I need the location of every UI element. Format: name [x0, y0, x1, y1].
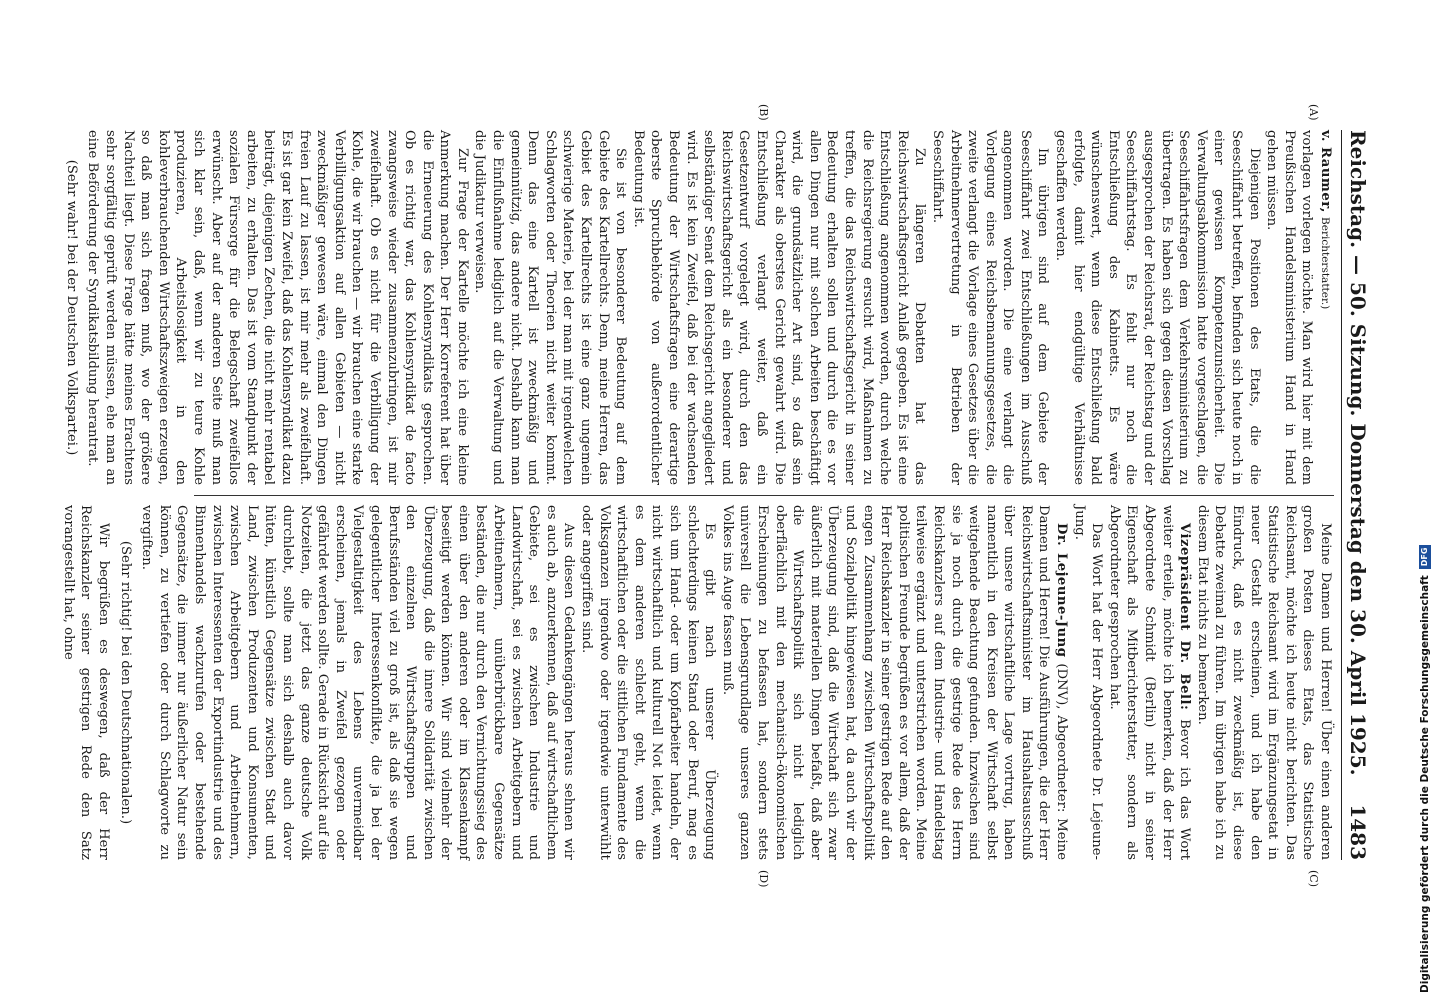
speaker-paragraph	[718, 505, 1070, 860]
interjection: (Sehr richtig! bei den Deutschnationalen.)	[117, 540, 133, 825]
paragraph: Das Wort hat der Herr Abgeordnete Dr. Lejeune-Jung.	[1071, 505, 1105, 860]
paragraph: Meine Damen und Herren! Über einen anderen großen Posten dieses Etats, das Statistische Reichsamt, möchte ich heute nicht berichten. Das Statistische Reichsamt wird im Ergänzungsetat in neuer Gestalt erscheinen, und ich habe den Eindruck, daß es nicht zweckmäßig ist, diese Debatte zweimal zu führen. Im übrigen habe ich zu diesem Etat nichts zu bemerken.	[1194, 505, 1333, 860]
dfg-logo: DFG	[1419, 545, 1431, 570]
paragraph: Sie ist von besonderer Bedeutung auf dem Gebiete des Kartellrechts. Denn, meine Herren, das Gebiet des Kartellrechts ist eine ganz ungemein schwierige Materie, bei der man mit irgendwelchen Schlagworten oder Theorien nicht weiter kommt. Denn das eine Kartell ist zweckmäßig und gemeinnützig, das andere nicht. Deshalb kann man die Einflußnahme lediglich auf die Verwaltung und die Judikatur verweisen.	[472, 130, 629, 485]
speaker-name: v. Raumer,	[1318, 130, 1333, 213]
paragraph: Zu längeren Debatten hat das Reichswirtschaftsgericht Anlaß gegeben. Es ist eine Entschließung angenommen worden, durch welche die Reichsregierung ersucht wird, Maßnahmen zu treffen, die das Reichswirtschaftsgericht in seiner Bedeutung erhalten sollen und durch die es vor allen Dingen nur mit solchen Arbeiten beschäftigt wird, die grundsätzlicher Art sind, so daß sein Charakter als oberstes Gericht gewahrt wird. Die Entschließung verlangt weiter, daß ein Gesetzentwurf vorgelegt wird, durch den das Reichswirtschaftsgericht als ein besonderer und selbständiger Senat dem Reichsgericht angegliedert wird. Es ist kein Zweifel, daß bei der wachsenden Bedeutung der Wirtschaftsfragen eine derartige oberste Spruchbehörde von außerordentlicher Bedeutung ist.	[630, 130, 928, 485]
paragraph: Wir begrüßen es deswegen, daß der Herr Reichskanzler seiner gestrigen Rede den Satz vorangestellt hat, ohne	[60, 505, 112, 860]
speaker-party: (DNV), Abgeordneter:	[1054, 663, 1070, 813]
paragraph: Diejenigen Positionen des Etats, die die Seeschiffahrt betreffen, befinden sich heute noch in einer gewissen Kompetenzunsicherheit. Die Verwaltungsabkommission hatte vorgeschlagen, die Seeschiffahrtsfragen dem Verkehrsministerium zu übertragen. Es haben sich gegen diesen Vorschlag ausgesprochen der Reichsrat, der Reichstag und der Seeschiffahrtstag. Es fehlt nur noch die Entschließung des Kabinetts. Es wäre wünschenswert, wenn diese Entschließung bald erfolgte, damit hier endgültige Verhältnisse geschaffen werden.	[1053, 130, 1262, 485]
left-column	[58, 130, 1334, 485]
vice-president-paragraph	[1105, 505, 1193, 860]
margin-mark-b: (B)	[757, 104, 770, 121]
vice-president-text: Bevor ich das Wort weiter erteile, möchte ich bemerken, daß der Herr Abgeordnete Schmidt (Berlin) nicht in seiner Eigenschaft als Mitberichterstatter, sondern als Abgeordneter gesprochen hat.	[1106, 505, 1193, 861]
paragraph: Aus diesen Gedankengängen heraus sehnen wir es auch ab, anzuerkennen, daß auf wirtschaftlichem Gebiete, sei es zwischen Industrie und Landwirtschaft, sei es zwischen Arbeitgebern und Arbeitnehmern, unüberbrückbare Gegensätze beständen, die nur durch den Vernichtungssieg des einen über den anderen oder im Klassenkampf beseitigt werden können. Wir sind vielmehr der Überzeugung, daß die innere Solidarität zwischen den einzelnen Wirtschaftsgruppen und Berufsständen viel zu groß ist, als daß sie wegen gelegentlicher Interessenkonflikte, die ja bei der Vielgestaltigkeit des Lebens unvermeidbar erscheinen, jemals in Zweifel gezogen oder gefährdet werden sollte. Gerade in Rücksicht auf die Notzeiten, die jetzt das ganze deutsche Volk durchlebt, sollte man sich deshalb auch davor hüten, künstlich Gegensätze zwischen Stadt und Land, zwischen Produzenten und Konsumenten, zwischen Arbeitgebern und Arbeitnehmern, zwischen Interessenten der Exportindustrie und des Binnenhandels wachzurufen oder bestehende Gegensätze, die immer nur äußerlicher Natur sein können, zu vertiefen oder durch Schlagworte zu vergiften.	[139, 505, 577, 860]
header-title: Reichstag. — 50. Sitzung. Donnerstag den 30. April 1925.	[1346, 130, 1370, 776]
margin-mark-a: (A)	[1307, 104, 1320, 121]
left-speaker-line	[1315, 130, 1334, 485]
rotated-document-page	[60, 90, 1380, 900]
margin-mark-c: (C)	[1307, 870, 1320, 887]
vice-president-label: Vizepräsident Dr. Bell:	[1177, 523, 1193, 711]
paragraph: Es gibt nach unserer Überzeugung schlechterdings keinen Stand oder Beruf, mag es sich um Hand- oder um Kopfarbeiter handeln, der nicht wirtschaftlich und kulturell Not leidet, wenn es dem anderen schlecht geht, wenn die wirtschaftlichen oder die sittlichen Fundamente des Volksganzen irgendwo oder irgendwie unterwühlt oder angegriffen sind.	[579, 505, 718, 860]
paragraph: Zur Frage der Kartelle möchte ich eine kleine Anmerkung machen. Der Herr Korreferent hat über die Erneuerung des Kohlensyndikats gesprochen. Ob es richtig war, das Kohlensyndikat de facto zwangsweise wieder zusammenzubringen, ist mir zweifelhaft. Ob es nicht für die Verbilligung der Kohle, die wir brauchen — wir brauchen eine starke Verbilligungsaktion auf allen Gebieten — nicht zweckmäßiger gewesen wäre, einmal den Dingen freien Lauf zu lassen, ist mir mehr als zweifelhaft. Es ist gar kein Zweifel, daß das Kohlensyndikat dazu beiträgt, diejenigen Zechen, die nicht mehr rentabel arbeiten, zu erhalten. Das ist vom Standpunkt der sozialen Fürsorge für die Belegschaft zweifellos erwünscht. Aber auf der anderen Seite muß man sich klar sein, daß, wenn wir zu teure Kohle produzieren, Arbeitslosigkeit in den kohleverbrauchenden Wirtschaftszweigen erzeugen, so daß man sich fragen muß, wo der größere Nachteil liegt. Diese Frage hätte meines Erachtens sehr sorgfältig geprüft werden müssen, ehe man an eine Beförderung der Syndikatsbildung herantrat.	[85, 130, 470, 485]
column-divider	[194, 495, 1334, 496]
page-number: 1483	[1346, 804, 1370, 860]
interjection: (Sehr wahr! bei der Deutschen Volkspartei.)	[63, 159, 79, 456]
dfg-credit-strip	[1418, 8, 1432, 998]
paragraph: Meine Damen und Herren! Die Ausführungen, die der Herr Reichswirtschaftsminister im Haushaltsausschuß über unsere wirtschaftliche Lage vortrug, haben namentlich in den Kreisen der Wirtschaft selbst weitgehende Beachtung gefunden. Inzwischen sind sie ja noch durch die gestrige Rede des Herrn Reichskanzlers auf dem Industrie- und Handelstag teilweise ergänzt und unterstrichen worden. Meine politischen Freunde begrüßen es vor allem, daß der Herr Reichskanzler in seiner gestrigen Rede auf den engen Zusammenhang zwischen Wirtschaftspolitik und Sozialpolitik hingewiesen hat, da auch wir der Überzeugung sind, daß die Wirtschaft sich zwar äußerlich mit materiellen Dingen befaßt, daß aber die Wirtschaftspolitik sich nicht lediglich oberflächlich mit den mechanisch-ökonomischen Erscheinungen zu befassen hat, sondern stets universell die Lebensgrundlage unseres ganzen Volkes ins Auge fassen muß.	[719, 505, 1070, 861]
right-column	[59, 505, 1334, 860]
speaker-name: Dr. Lejeune-Jung	[1054, 523, 1070, 658]
speaker-role: Berichterstatter.)	[1319, 217, 1331, 310]
margin-mark-d: (D)	[757, 870, 770, 888]
running-head	[1341, 130, 1380, 860]
paragraph: Im übrigen sind auf dem Gebiete der Seeschiffahrt zwei Entschließungen im Ausschuß angenommen worden. Die eine verlangt die Vorlegung eines Reichsbemannungsgesetzes, die zweite verlangt die Vorlage eines Gesetzes über die Arbeitnehmervertretung in Betrieben der Seeschiffahrt.	[929, 130, 1051, 485]
paragraph: vorlagen vorlegen möchte. Man wird hier mit dem Preußischen Handelsministerium Hand in Hand gehen müssen.	[1264, 130, 1315, 485]
dfg-credit: Digitalisierung gefördert durch die Deutsche Forschungsgemeinschaft	[1419, 575, 1431, 993]
